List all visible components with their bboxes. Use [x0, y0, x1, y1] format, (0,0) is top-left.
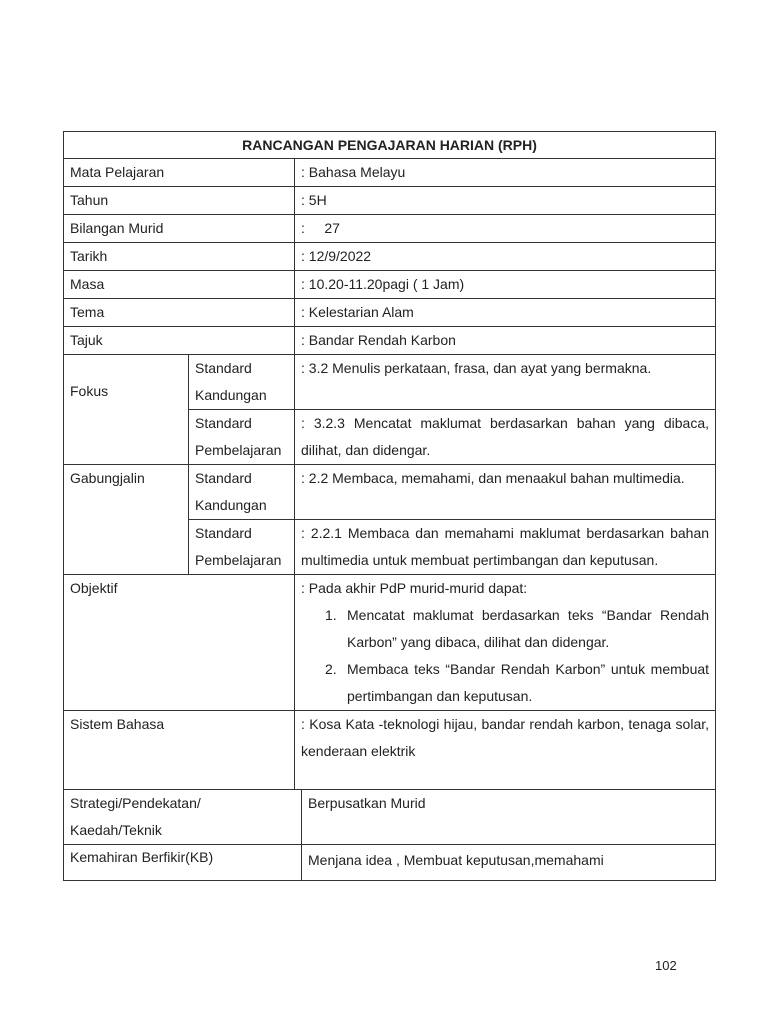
value-strategi: Berpusatkan Murid — [302, 790, 716, 845]
value-fokus-standard-kandungan: : 3.2 Menulis perkataan, frasa, dan ayat yang bermakna. — [295, 355, 716, 410]
label-tahun: Tahun — [64, 187, 295, 215]
row-tahun — [64, 187, 716, 215]
label-sistem-bahasa: Sistem Bahasa — [64, 711, 295, 790]
label-line: Pembelajaran — [195, 442, 282, 458]
objektif-item — [301, 602, 709, 656]
row-objektif — [64, 575, 716, 711]
label-line: Standard — [195, 470, 252, 486]
label-line: Kaedah/Teknik — [70, 822, 162, 838]
value-mata-pelajaran: : Bahasa Melayu — [295, 159, 716, 187]
page-number: 102 — [655, 958, 677, 973]
row-kemahiran-berfikir — [64, 845, 716, 881]
label-bilangan-murid: Bilangan Murid — [64, 215, 295, 243]
label-masa: Masa — [64, 271, 295, 299]
label-line: Standard — [195, 415, 252, 431]
label-line: Strategi/Pendekatan/ — [70, 795, 201, 811]
objektif-item-number: 1. — [325, 607, 337, 623]
label-line: Kandungan — [195, 497, 267, 513]
document-title: RANCANGAN PENGAJARAN HARIAN (RPH) — [64, 132, 716, 159]
label-fokus-standard-kandungan — [189, 355, 295, 410]
value-kemahiran-berfikir: Menjana idea , Membuat keputusan,memahami — [302, 845, 716, 881]
row-tajuk — [64, 327, 716, 355]
label-fokus: Fokus — [64, 355, 189, 465]
value-gabungjalin-standard-pembelajaran: : 2.2.1 Membaca dan memahami maklumat berdasarkan bahan multimedia untuk membuat pertimbangan dan keputusan. — [295, 520, 716, 575]
value-tema: : Kelestarian Alam — [295, 299, 716, 327]
label-objektif: Objektif — [64, 575, 295, 711]
label-tema: Tema — [64, 299, 295, 327]
label-fokus-standard-pembelajaran — [189, 410, 295, 465]
label-mata-pelajaran: Mata Pelajaran — [64, 159, 295, 187]
label-line: Pembelajaran — [195, 552, 282, 568]
value-fokus-standard-pembelajaran: : 3.2.3 Mencatat maklumat berdasarkan bahan yang dibaca, dilihat, dan didengar. — [295, 410, 716, 465]
value-sistem-bahasa: : Kosa Kata -teknologi hijau, bandar rendah karbon, tenaga solar, kenderaan elektrik — [295, 711, 716, 790]
objektif-intro: : Pada akhir PdP murid-murid dapat: — [301, 580, 528, 596]
objektif-list — [301, 602, 709, 710]
rph-table — [63, 131, 716, 881]
value-tahun: : 5H — [295, 187, 716, 215]
label-gabungjalin-standard-pembelajaran — [189, 520, 295, 575]
row-tarikh — [64, 243, 716, 271]
objektif-item — [301, 656, 709, 710]
objektif-item-text: Mencatat maklumat berdasarkan teks “Bandar Rendah Karbon” yang dibaca, dilihat dan didengar. — [347, 607, 710, 650]
objektif-item-number: 2. — [325, 661, 337, 677]
value-gabungjalin-standard-kandungan: : 2.2 Membaca, memahami, dan menaakul bahan multimedia. — [295, 465, 716, 520]
label-line: Standard — [195, 360, 252, 376]
label-gabungjalin: Gabungjalin — [64, 465, 189, 575]
label-tajuk: Tajuk — [64, 327, 295, 355]
row-strategi — [64, 790, 716, 845]
row-gabungjalin-sk — [64, 465, 716, 520]
label-line: Kandungan — [195, 387, 267, 403]
label-strategi — [64, 790, 302, 845]
row-sistem-bahasa — [64, 711, 716, 790]
value-objektif — [295, 575, 716, 711]
row-tema — [64, 299, 716, 327]
row-mata-pelajaran — [64, 159, 716, 187]
objektif-item-text: Membaca teks “Bandar Rendah Karbon” untuk membuat pertimbangan dan keputusan. — [347, 661, 710, 704]
row-masa — [64, 271, 716, 299]
label-kemahiran-berfikir: Kemahiran Berfikir(KB) — [64, 845, 302, 881]
label-tarikh: Tarikh — [64, 243, 295, 271]
row-fokus-sk — [64, 355, 716, 410]
value-tarikh: : 12/9/2022 — [295, 243, 716, 271]
value-tajuk: : Bandar Rendah Karbon — [295, 327, 716, 355]
label-line: Standard — [195, 525, 252, 541]
row-bilangan-murid — [64, 215, 716, 243]
value-masa: : 10.20-11.20pagi ( 1 Jam) — [295, 271, 716, 299]
label-gabungjalin-standard-kandungan — [189, 465, 295, 520]
value-bilangan-murid: : 27 — [295, 215, 716, 243]
